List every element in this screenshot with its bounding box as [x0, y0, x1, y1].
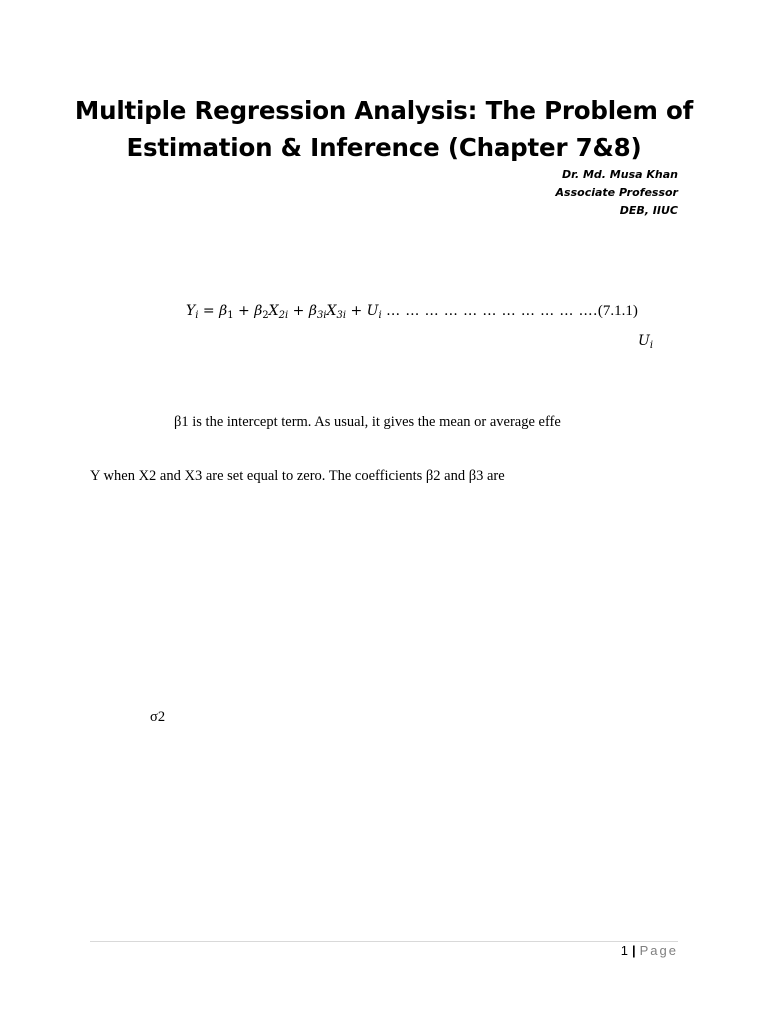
paragraph-intercept: β1 is the intercept term. As usual, it gives the mean or average effe [174, 414, 561, 430]
eq-dots: … … … … … … … … … … …. [386, 303, 598, 319]
eq-beta2: β [254, 303, 263, 319]
eq-beta2-sub: 2 [262, 310, 269, 321]
author-affiliation: DEB, IIUC [619, 204, 678, 217]
eq-u: U [366, 303, 379, 319]
eq-x2-sub: 2i [278, 310, 289, 321]
margin-symbol-sub: i [649, 340, 654, 351]
eq-beta1: β [219, 303, 228, 319]
margin-symbol-ui [638, 333, 653, 351]
eq-y-sub: i [195, 310, 199, 321]
eq-x3: X [326, 303, 337, 319]
paragraph-coefficients: Y when X2 and X3 are set equal to zero. The coefficients β2 and β3 are [90, 468, 505, 484]
eq-y: Y [186, 303, 196, 319]
eq-u-sub: i [378, 310, 382, 321]
document-title [60, 92, 708, 166]
eq-beta1-sub: 1 [227, 310, 234, 321]
page-separator: | [631, 943, 636, 958]
page-footer [621, 943, 678, 958]
eq-x2: X [268, 303, 279, 319]
footer-divider [90, 941, 678, 942]
equation-number: (7.1.1) [597, 303, 638, 319]
page-number: 1 [620, 943, 628, 958]
author-name: Dr. Md. Musa Khan [561, 168, 678, 181]
page-label: Page [639, 943, 678, 958]
title-line-2: Estimation & Inference (Chapter 7&8) [126, 133, 642, 162]
margin-symbol-base: U [638, 333, 650, 349]
sigma-squared-text: σ2 [150, 709, 166, 725]
author-position: Associate Professor [555, 186, 678, 199]
eq-beta3: β [308, 303, 317, 319]
author-block [556, 166, 678, 220]
title-line-1: Multiple Regression Analysis: The Problem of [74, 96, 694, 125]
eq-beta3-sub: 3i [316, 310, 327, 321]
eq-x3-sub: 3i [336, 310, 347, 321]
regression-equation: $Y_i = \beta_1 + \beta_2X_{2i} + \beta_{3i}X_{3i} + U_i$ … … … … … … … … … … ….(7.1.1) [186, 303, 638, 321]
